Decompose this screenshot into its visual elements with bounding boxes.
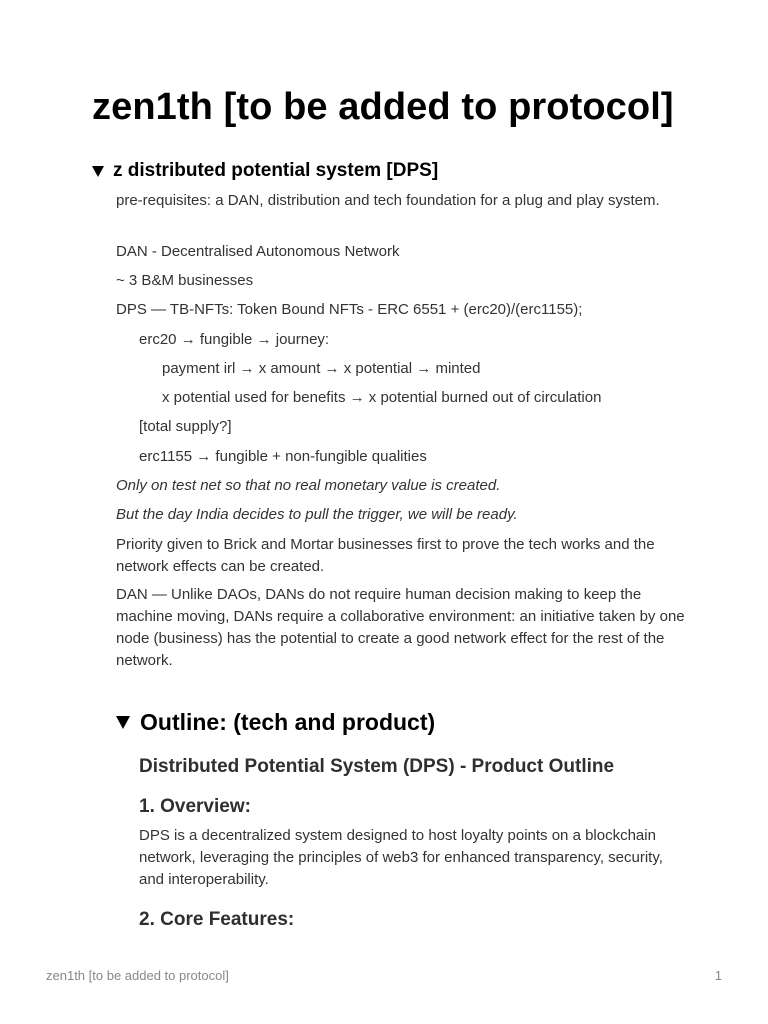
paragraph-prerequisites: pre-requisites: a DAN, distribution and tech foundation for a plug and play system.: [116, 192, 660, 209]
overview-paragraph: DPS is a decentralized system designed to host loyalty points on a blockchain network, leveraging the principles of web3 for enhanced transparency, security, and interoperability.: [139, 827, 663, 888]
paragraph-dan-vs-dao: DAN — Unlike DAOs, DANs do not require human decision making to keep the machine moving, DANs require a collaborative environment: an initiative taken by one node (business) has the potential to create a good network effect for the rest of the network.: [116, 586, 685, 669]
paragraph-dan-definition: DAN - Decentralised Autonomous Network: [116, 243, 400, 260]
toggle-dps[interactable]: [92, 160, 438, 182]
triangle-down-icon[interactable]: [116, 716, 130, 729]
toggle-dps-label: z distributed potential system [DPS]: [113, 160, 439, 181]
product-outline-heading: Distributed Potential System (DPS) - Product Outline: [139, 756, 615, 777]
footer-title: zen1th [to be added to protocol]: [46, 968, 229, 983]
paragraph-businesses: ~ 3 B&M businesses: [116, 272, 254, 289]
paragraph-india: But the day India decides to pull the trigger, we will be ready.: [116, 506, 518, 523]
paragraph-dps-tbnfts: DPS — TB-NFTs: Token Bound NFTs - ERC 6551 + (erc20)/(erc1155);: [116, 301, 583, 318]
paragraph-payment-flow: payment irl → x amount → x potential → minted: [162, 360, 481, 377]
page-number: 1: [714, 968, 722, 983]
paragraph-burn-flow: x potential used for benefits → x potential burned out of circulation: [162, 389, 602, 406]
toggle-outline[interactable]: [116, 709, 435, 736]
paragraph-erc1155: erc1155 → fungible + non-fungible qualities: [139, 448, 427, 465]
paragraph-testnet: Only on test net so that no real monetary value is created.: [116, 477, 501, 494]
toggle-outline-label: Outline: (tech and product): [140, 709, 436, 735]
core-features-heading: 2. Core Features:: [139, 909, 295, 930]
triangle-down-icon[interactable]: [92, 166, 104, 177]
paragraph-priority: Priority given to Brick and Mortar businesses first to prove the tech works and the network effects can be created.: [116, 536, 655, 575]
paragraph-erc20: erc20 → fungible → journey:: [139, 331, 330, 348]
paragraph-total-supply: [total supply?]: [139, 418, 232, 435]
overview-heading: 1. Overview:: [139, 796, 251, 817]
page-title: zen1th [to be added to protocol]: [92, 86, 674, 128]
